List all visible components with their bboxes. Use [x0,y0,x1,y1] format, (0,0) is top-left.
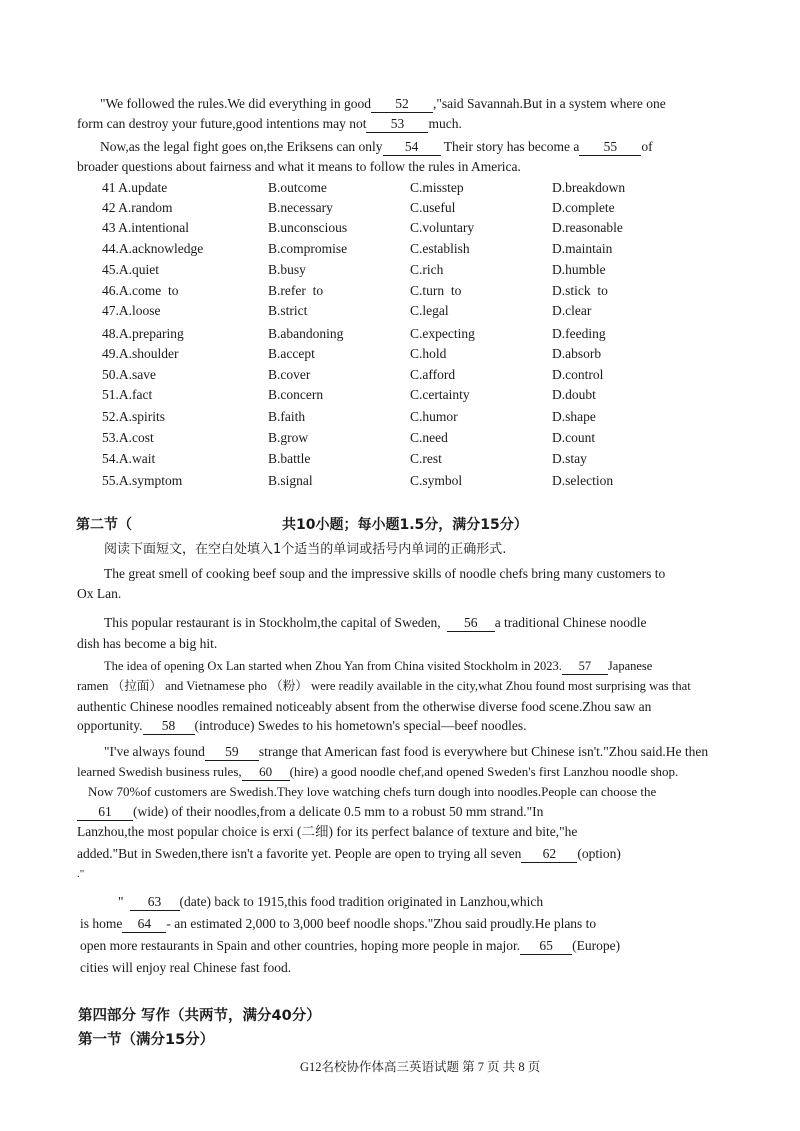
blank-59: 59 [205,744,259,761]
option-b: B.signal [268,473,313,488]
blank-65: 65 [520,938,572,955]
option-b: B.busy [268,262,306,277]
cloze-line: cities will enjoy real Chinese fast food. [80,960,292,975]
cloze-line: added."But in Sweden,there isn't a favorite yet. People are open to trying all seven 62 (option) [77,846,621,861]
option-n: 41 A.update [102,180,168,195]
blank-55: 55 [579,139,641,156]
option-b: B.cover [268,367,311,382]
cloze-line: Lanzhou,the most popular choice is erxi (二细) for its perfect balance of texture and bite,"he [77,824,578,839]
blank-54: 54 [383,139,441,156]
blank-52: 52 [371,96,433,113]
instruction: 阅读下面短文，在空白处填入1个适当的单词或括号内单词的正确形式. [104,542,507,557]
cloze-line: 61 (wide) of their noodles,from a delicate 0.5 mm to a robust 50 mm strand."In [77,802,543,822]
section-heading: 第二节（ 共10小题；每小题1.5分，满分15分） [76,517,528,533]
option-b: B.faith [268,409,306,424]
option-d: D.reasonable [552,220,623,235]
option-n: 45.A.quiet [102,262,159,277]
option-d: D.doubt [552,387,596,402]
option-n: 44.A.acknowledge [102,241,204,256]
option-c: C.voluntary [410,220,475,235]
option-d: D.shape [552,409,596,424]
option-b: B.battle [268,451,311,466]
option-n: 47.A.loose [102,303,161,318]
option-c: C.certainty [410,387,470,402]
cloze-line: is home 64 - an estimated 2,000 to 3,000 beef noodle shops."Zhou said proudly.He plans to [80,916,597,931]
option-b: B.necessary [268,200,333,215]
option-c: C.humor [410,409,458,424]
blank-64: 64 [122,916,166,933]
option-n: 49.A.shoulder [102,346,179,361]
option-b: B.unconscious [268,220,348,235]
option-d: D.humble [552,262,606,277]
cloze-line: "I've always found 59 strange that American fast food is everywhere but Chinese isn't."Zhou said.He then [104,744,709,759]
passage-line: broader questions about fairness and what it means to follow the rules in America. [77,159,521,174]
option-c: C.need [410,430,448,445]
option-b: B.accept [268,346,315,361]
option-c: C.establish [410,241,470,256]
option-b: B.grow [268,430,309,445]
option-d: D.selection [552,473,614,488]
option-d: D.complete [552,200,615,215]
option-d: D.absorb [552,346,602,361]
passage-line: Now,as the legal fight goes on,the Eriksens can only 54 Their story has become a 55 of [100,139,653,154]
blank-57: 57 [562,658,608,675]
option-b: B.concern [268,387,324,402]
option-n: 42 A.random [102,200,173,215]
option-d: D.count [552,430,596,445]
blank-58: 58 [143,718,195,735]
option-d: D.stay [552,451,587,466]
option-d: D.feeding [552,326,606,341]
option-b: B.strict [268,303,308,318]
option-c: C.expecting [410,326,475,341]
option-c: C.hold [410,346,447,361]
option-n: 54.A.wait [102,451,156,466]
option-d: D.clear [552,303,592,318]
cloze-line: The great smell of cooking beef soup and the impressive skills of noodle chefs bring many customers to [104,566,666,581]
option-n: 46.A.come to [102,283,179,298]
option-n: 52.A.spirits [102,409,166,424]
cloze-line: open more restaurants in Spain and other countries, hoping more people in major. 65 (Europe) [80,938,621,953]
part-heading: 第四部分 写作（共两节，满分40分） [78,1008,321,1024]
option-c: C.rich [410,262,444,277]
blank-60: 60 [242,764,290,781]
blank-56: 56 [447,615,495,632]
passage-line: form can destroy your future,good intentions may not 53 much. [77,116,462,131]
option-b: B.refer to [268,283,324,298]
option-d: D.maintain [552,241,613,256]
subsection-heading: 第一节（满分15分） [78,1032,215,1048]
page-footer: G12名校协作体高三英语试题 第 7 页 共 8 页 [300,1060,541,1074]
cloze-line: learned Swedish business rules, 60 (hire) a good noodle chef,and opened Sweden's first Lanzhou noodle shop. [77,764,679,779]
cloze-line: This popular restaurant is in Stockholm,the capital of Sweden, 56 a traditional Chinese noodle [104,615,647,630]
option-c: C.rest [410,451,442,466]
option-n: 55.A.symptom [102,473,183,488]
blank-53: 53 [366,116,428,133]
cloze-line: opportunity. 58 (introduce) Swedes to his hometown's special—beef noodles. [77,718,527,733]
cloze-line: Ox Lan. [77,586,122,601]
option-c: C.misstep [410,180,464,195]
option-c: C.afford [410,367,456,382]
cloze-line: Now 70%of customers are Swedish.They love watching chefs turn dough into noodles.People can choose the [88,784,657,799]
option-d: D.breakdown [552,180,626,195]
cloze-line: ." [77,868,85,880]
option-c: C.useful [410,200,456,215]
option-d: D.control [552,367,604,382]
cloze-line: authentic Chinese noodles remained noticeably absent from the otherwise diverse food scene.Zhou saw an [77,699,652,714]
blank-62: 62 [521,846,577,863]
cloze-line: " 63 (date) back to 1915,this food tradition originated in Lanzhou,which [118,894,544,909]
passage-line: "We followed the rules.We did everything in good 52 ,"said Savannah.But in a system where one [100,96,666,111]
cloze-line: The idea of opening Ox Lan started when Zhou Yan from China visited Stockholm in 2023. 57 Japanese [104,659,653,673]
option-n: 50.A.save [102,367,156,382]
option-n: 51.A.fact [102,387,153,402]
blank-63: 63 [130,894,180,911]
option-b: B.compromise [268,241,348,256]
option-c: C.symbol [410,473,463,488]
cloze-line: ramen （拉面） and Vietnamese pho （粉） were readily available in the city,what Zhou found most surprising was that [77,679,691,693]
option-b: B.abandoning [268,326,344,341]
cloze-line: dish has become a big hit. [77,636,218,651]
option-n: 48.A.preparing [102,326,184,341]
option-n: 53.A.cost [102,430,154,445]
option-c: C.turn to [410,283,462,298]
option-n: 43 A.intentional [102,220,189,235]
option-d: D.stick to [552,283,608,298]
option-b: B.outcome [268,180,327,195]
option-c: C.legal [410,303,449,318]
blank-61: 61 [77,804,133,821]
